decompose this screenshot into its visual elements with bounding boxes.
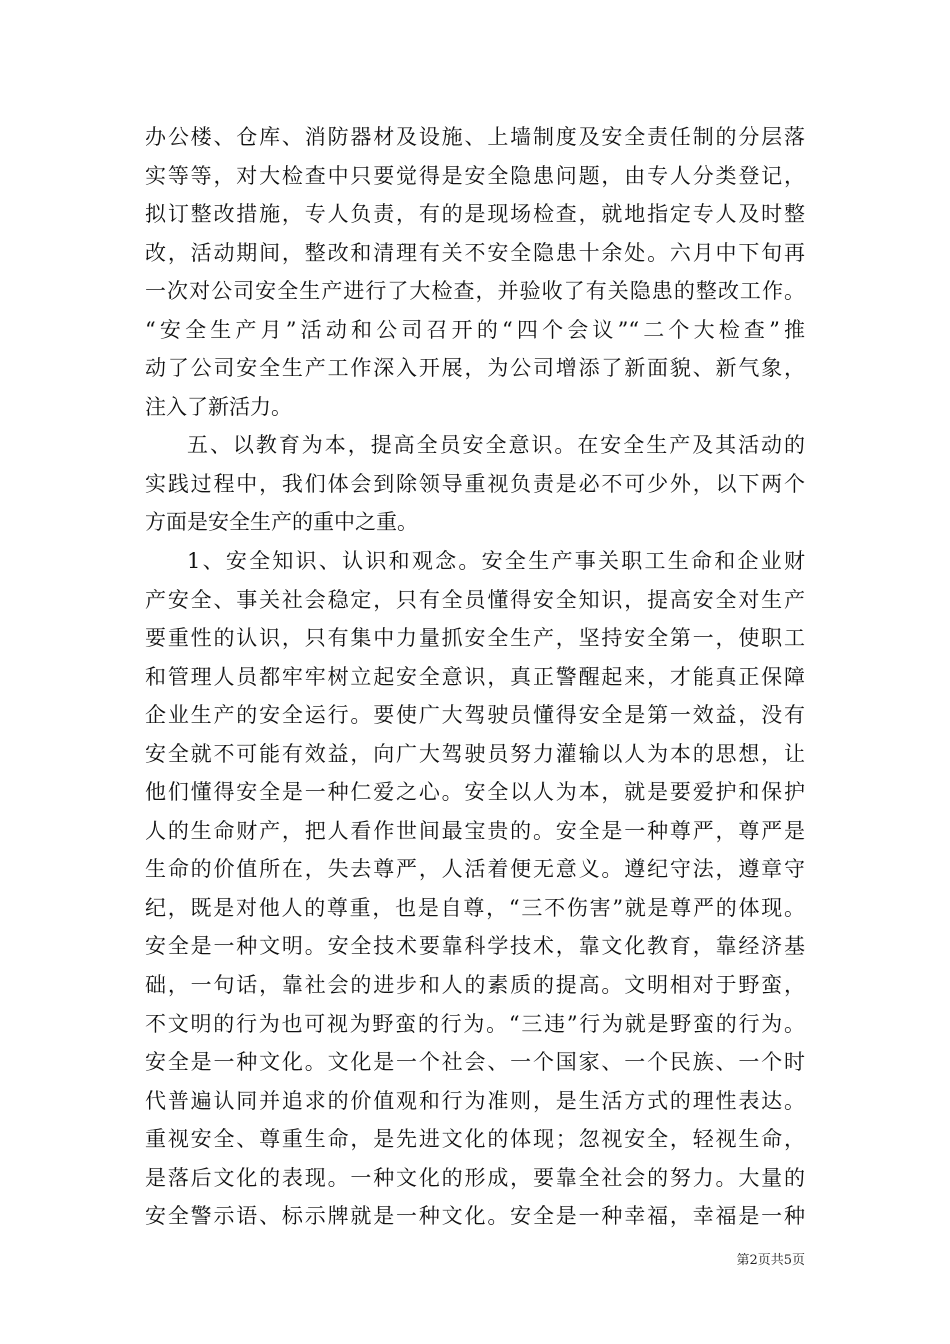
text-line: 拟订整改措施，专人负责，有的是现场检查，就地指定专人及时整 (145, 202, 805, 227)
text-line: 安全警示语、标示牌就是一种文化。安全是一种幸福，幸福是一种 (145, 1204, 805, 1229)
text-line: 和管理人员都牢牢树立起安全意识，真正警醒起来，才能真正保障 (145, 664, 805, 689)
text-line: 代普遍认同并追求的价值观和行为准则，是生活方式的理性表达。 (145, 1088, 805, 1113)
text-line: 五、以教育为本，提高全员安全意识。在安全生产及其活动的 (187, 433, 805, 458)
text-line: 重视安全、尊重生命，是先进文化的体现；忽视安全，轻视生命， (145, 1127, 805, 1152)
text-line: 注入了新活力。 (145, 394, 292, 419)
text-line: 不文明的行为也可视为野蛮的行为。“三违”行为就是野蛮的行为。 (145, 1011, 805, 1036)
text-line: 人的生命财产，把人看作世间最宝贵的。安全是一种尊严，尊严是 (145, 818, 805, 843)
text-line: 动了公司安全生产工作深入开展，为公司增添了新面貌、新气象， (145, 356, 805, 381)
text-line: 办公楼、仓库、消防器材及设施、上墙制度及安全责任制的分层落 (145, 125, 805, 149)
text-line: 产安全、事关社会稳定，只有全员懂得安全知识，提高安全对生产 (145, 587, 805, 612)
text-line: 实等等，对大检查中只要觉得是安全隐患问题，由专人分类登记， (145, 163, 805, 188)
text-line: “安全生产月”活动和公司召开的“四个会议”“二个大检查”推 (145, 317, 805, 342)
text-line: 安全是一种文化。文化是一个社会、一个国家、一个民族、一个时 (145, 1050, 805, 1075)
page-number: 第2页共5页 (736, 1253, 805, 1268)
text-line: 改，活动期间，整改和清理有关不安全隐患十余处。六月中下旬再 (145, 240, 805, 265)
text-line: 方面是安全生产的重中之重。 (145, 510, 418, 535)
text-line: 础，一句话，靠社会的进步和人的素质的提高。文明相对于野蛮， (145, 973, 805, 998)
text-line: 是落后文化的表现。一种文化的形成，要靠全社会的努力。大量的 (145, 1165, 805, 1190)
document-body (145, 125, 805, 1243)
text-line: 纪，既是对他人的尊重，也是自尊，“三不伤害”就是尊严的体现。 (145, 895, 805, 920)
text-line: 一次对公司安全生产进行了大检查，并验收了有关隐患的整改工作。 (145, 279, 805, 304)
text-line: 企业生产的安全运行。要使广大驾驶员懂得安全是第一效益，没有 (145, 703, 805, 728)
text-line: 生命的价值所在，失去尊严，人活着便无意义。遵纪守法，遵章守 (145, 857, 805, 882)
text-line: 实践过程中，我们体会到除领导重视负责是必不可少外，以下两个 (145, 471, 805, 496)
text-line: 要重性的认识，只有集中力量抓安全生产，坚持安全第一，使职工 (145, 626, 805, 651)
text-line: 安全是一种文明。安全技术要靠科学技术，靠文化教育，靠经济基 (145, 934, 805, 959)
text-line: 1、安全知识、认识和观念。安全生产事关职工生命和企业财 (187, 549, 805, 574)
text-line: 他们懂得安全是一种仁爱之心。安全以人为本，就是要爱护和保护 (145, 780, 805, 805)
text-line: 安全就不可能有效益，向广大驾驶员努力灌输以人为本的思想，让 (145, 741, 805, 766)
